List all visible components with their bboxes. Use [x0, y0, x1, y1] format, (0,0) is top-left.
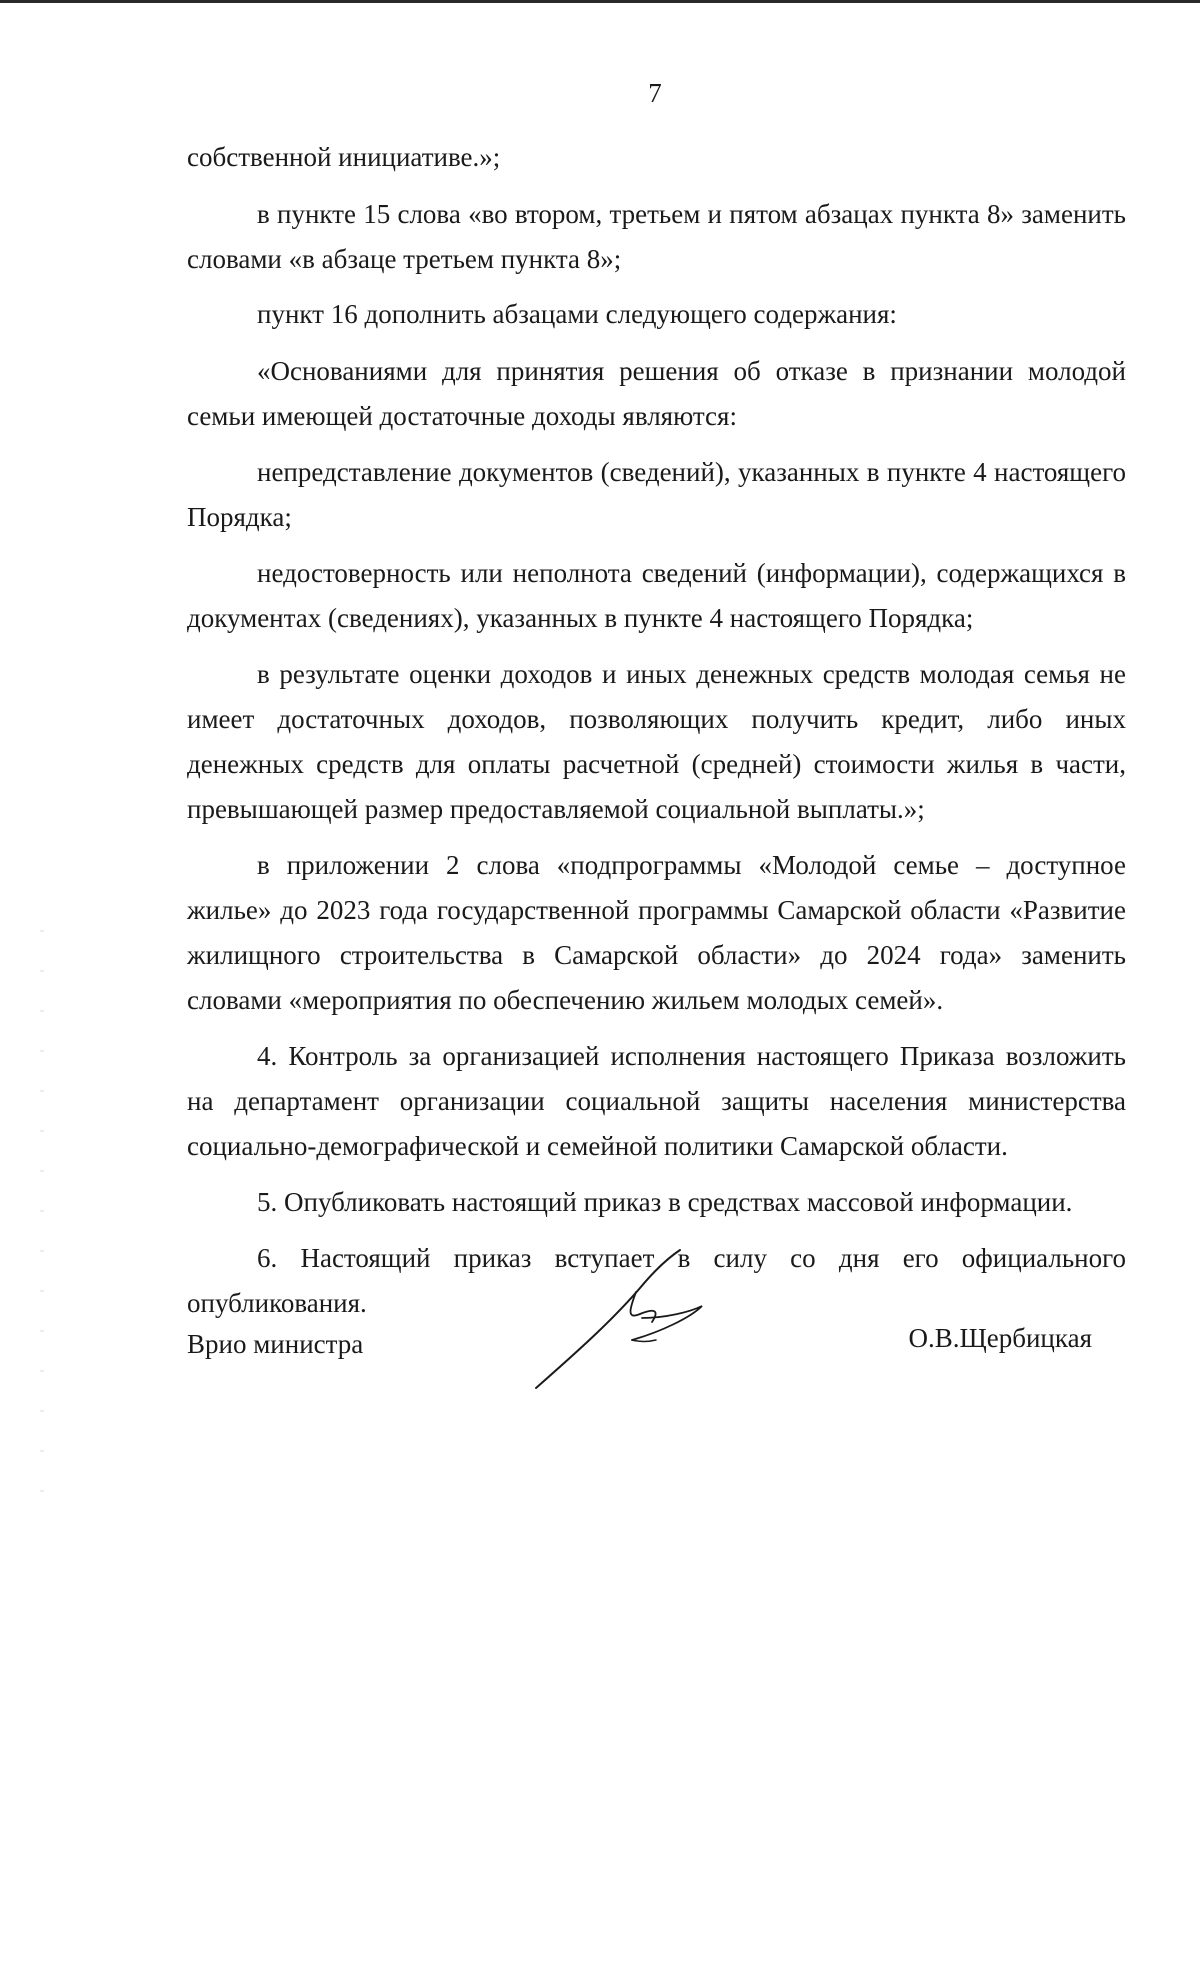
paragraph-ground-3: в результате оценки доходов и иных денежных средств молодая семья не имеет достаточных доходов, позволяющих получить кредит, либо иных денежных средств для оплаты расчетной (средней) стоимости жилья в части, превышающей размер предоставляемой социальной выплаты.»;	[187, 659, 1126, 824]
paragraph-grounds: «Основаниями для принятия решения об отказе в признании молодой семьи имеющей достаточные доходы являются:	[187, 356, 1126, 431]
scan-margin-marks	[40, 930, 44, 1530]
signatory-position: Врио министра	[187, 1329, 364, 1359]
paragraph-control: 4. Контроль за организацией исполнения настоящего Приказа возложить на департамент организации социальной защиты населения министерства социально-демографической и семейной политики Самарской области.	[187, 1041, 1126, 1161]
paragraph-item-15: в пункте 15 слова «во втором, третьем и пятом абзацах пункта 8» заменить словами «в абзаце третьем пункта 8»;	[187, 199, 1126, 274]
paragraph-appendix-2: в приложении 2 слова «подпрограммы «Молодой семье – доступное жилье» до 2023 года государственной программы Самарской области «Развитие жилищного строительства в Самарской области» до 2024 года» заменить словами «мероприятия по обеспечению жильем молодых семей».	[187, 850, 1126, 1015]
handwritten-signature	[530, 1248, 720, 1393]
paragraph-continuation: собственной инициативе.»;	[187, 142, 501, 172]
paragraph-effective: 6. Настоящий приказ вступает в силу со дня его официального опубликования.	[187, 1243, 1126, 1318]
page-number: 7	[648, 78, 662, 108]
document-body	[187, 135, 1126, 1326]
paragraph-ground-1: непредставление документов (сведений), указанных в пункте 4 настоящего Порядка;	[187, 457, 1126, 532]
signatory-name: О.В.Щербицкая	[908, 1323, 1092, 1353]
top-border-line	[0, 0, 1200, 3]
paragraph-ground-2: недостоверность или неполнота сведений (информации), содержащихся в документах (сведениях), указанных в пункте 4 настоящего Порядка;	[187, 558, 1126, 633]
paragraph-publish: 5. Опубликовать настоящий приказ в средствах массовой информации.	[257, 1187, 1073, 1217]
paragraph-item-16: пункт 16 дополнить абзацами следующего содержания:	[257, 299, 897, 329]
